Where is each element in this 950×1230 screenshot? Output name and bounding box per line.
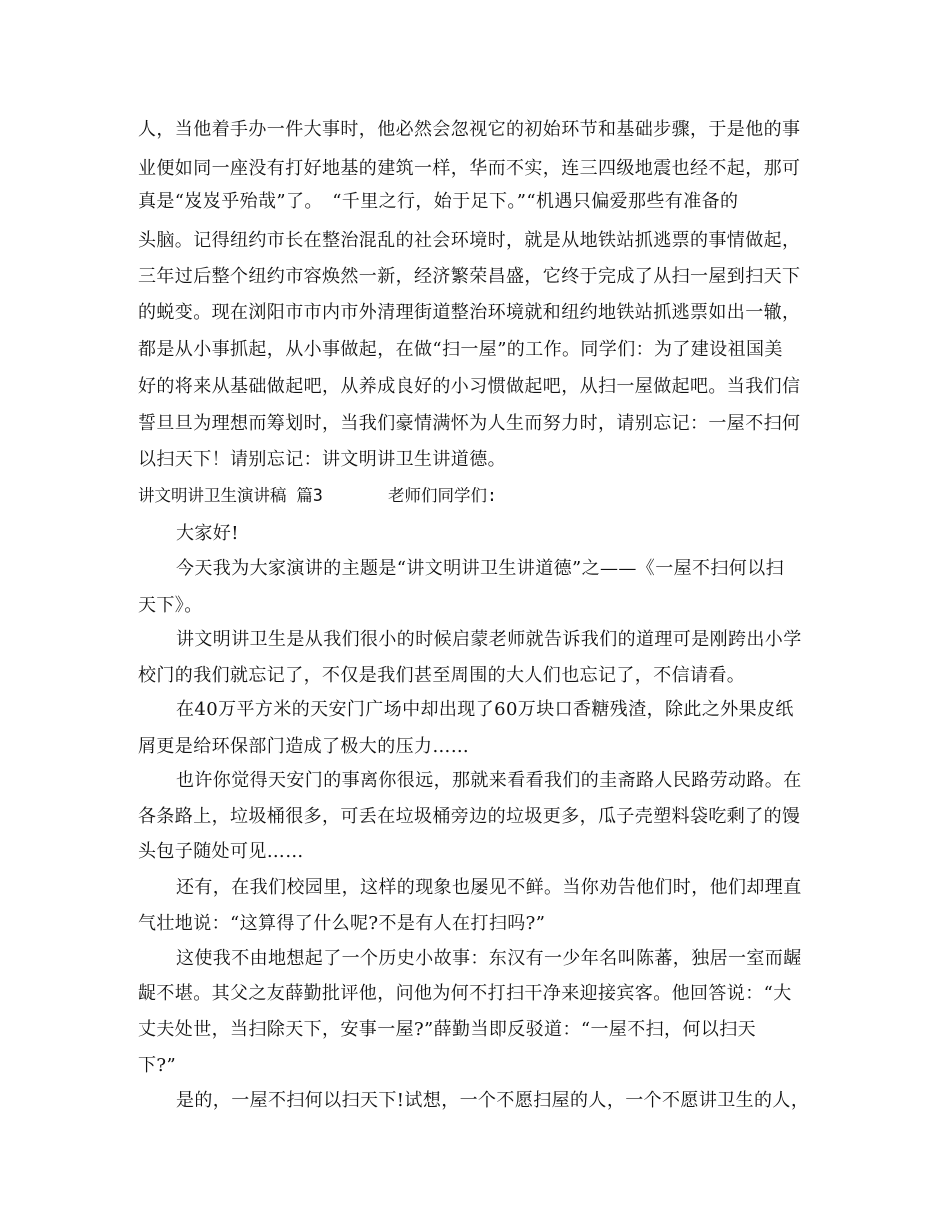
text-line: 头脑。记得纽约市长在整治混乱的社会环境时，就是从地铁站抓逃票的事情做起， — [138, 230, 801, 251]
text-line: 下?” — [138, 1055, 177, 1076]
text-line: 各条路上，垃圾桶很多，可丢在垃圾桶旁边的垃圾更多，瓜子壳塑料袋吃剩了的馒 — [138, 806, 801, 827]
text-line: 好的将来从基础做起吧，从养成良好的小习惯做起吧，从扫一屋做起吧。当我们信 — [138, 376, 801, 397]
text-line: 誓旦旦为理想而筹划时，当我们豪情满怀为人生而努力时，请别忘记：一屋不扫何 — [138, 413, 801, 434]
text-line: 头包子随处可见…… — [138, 841, 304, 862]
paragraph-line: 在40万平方米的天安门广场中却出现了60万块口香糖残渣，除此之外果皮纸 — [176, 699, 794, 720]
section-title: 讲文明讲卫生演讲稿 篇3 — [138, 486, 323, 505]
text-line: 丈夫处世，当扫除天下，安事一屋?”薛勤当即反驳道：“一屋不扫，何以扫天 — [138, 1019, 757, 1040]
text-line: 的蜕变。现在浏阳市市内市外清理街道整治环境就和纽约地铁站抓逃票如出一辙， — [138, 302, 801, 323]
text-line: 龊不堪。其父之友薛勤批评他，问他为何不打扫干净来迎接宾客。他回答说：“大 — [138, 983, 792, 1004]
text-line: 屑更是给环保部门造成了极大的压力…… — [138, 736, 470, 757]
paragraph-line: 讲文明讲卫生是从我们很小的时候启蒙老师就告诉我们的道理可是刚跨出小学 — [176, 629, 802, 650]
text-line: 气壮地说：“这算得了什么呢?不是有人在打扫吗?” — [138, 913, 546, 934]
paragraph-line: 大家好! — [176, 523, 239, 544]
section-heading — [138, 481, 497, 511]
text-line: 三年过后整个纽约市容焕然一新，经济繁荣昌盛，它终于完成了从扫一屋到扫天下 — [138, 266, 801, 287]
paragraph-line: 这使我不由地想起了一个历史小故事：东汉有一少年名叫陈蕃，独居一室而龌 — [176, 948, 802, 969]
paragraph-line: 是的，一屋不扫何以扫天下!试想，一个不愿扫屋的人，一个不愿讲卫生的人， — [176, 1090, 810, 1111]
paragraph-line: 还有，在我们校园里，这样的现象也屡见不鲜。当你劝告他们时，他们却理直 — [176, 877, 802, 898]
text-line: 真是“岌岌乎殆哉”了。 “千里之行，始于足下。”“机遇只偏爱那些有准备的 — [138, 191, 739, 212]
text-line: 天下》。 — [138, 595, 203, 616]
text-line: 校门的我们就忘记了，不仅是我们甚至周围的大人们也忘记了，不信请看。 — [138, 665, 746, 686]
text-line: 业便如同一座没有打好地基的建筑一样，华而不实，连三四级地震也经不起，那可 — [138, 158, 801, 179]
text-line: 以扫天下！请别忘记：讲文明讲卫生讲道德。 — [138, 449, 506, 470]
paragraph-line: 也许你觉得天安门的事离你很远，那就来看看我们的圭斋路人民路劳动路。在 — [176, 770, 802, 791]
paragraph-line: 今天我为大家演讲的主题是“讲文明讲卫生讲道德”之——《一屋不扫何以扫 — [176, 558, 785, 579]
text-line: 人，当他着手办一件大事时，他必然会忽视它的初始环节和基础步骤，于是他的事 — [138, 119, 801, 140]
text-line: 都是从小事抓起，从小事做起，在做“扫一屋”的工作。同学们：为了建设祖国美 — [138, 339, 783, 360]
salutation: 老师们同学们: — [388, 486, 497, 505]
